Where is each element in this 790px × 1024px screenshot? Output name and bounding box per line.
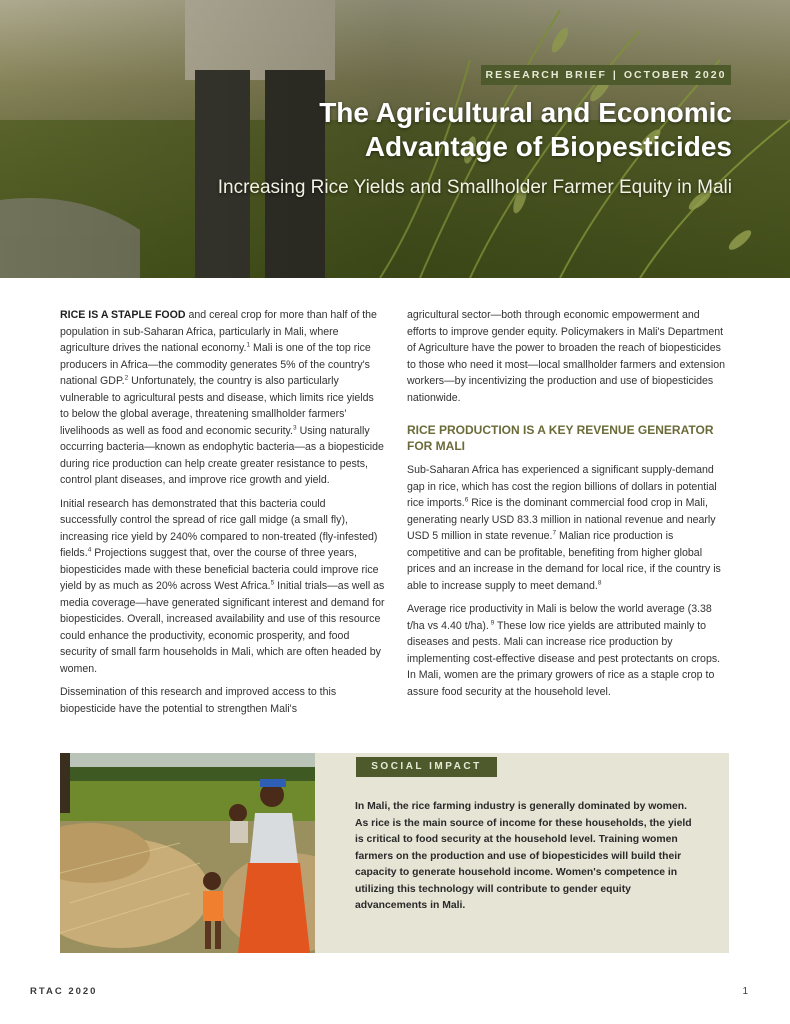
text-run: Using naturally occurring bacteria—known as endophytic bacteria—as a biopesticide during rice production can help create greater resistance to pests, control plant diseases, and improve rice growth and yield. — [60, 424, 384, 486]
page-title — [212, 96, 732, 164]
footer-org: RTAC 2020 — [30, 986, 98, 997]
footnote-ref: 8 — [597, 578, 602, 586]
lead-in: RICE IS A STAPLE FOOD — [60, 309, 186, 321]
text-run: Rice is the dominant commercial food crop in Mali, generating nearly USD 83.3 million in national revenue and nearly USD 5 million in state revenue. — [407, 497, 716, 542]
title-line-1: The Agricultural and Economic — [319, 97, 732, 128]
paragraph-dissemination: Dissemination of this research and improved access to this biopesticide have the potential to strengthen Mali's — [60, 686, 337, 715]
tag-separator: | — [612, 69, 618, 81]
paragraph-dissemination-cont: agricultural sector—both through economic empowerment and efforts to improve gender equity. Policymakers in Mali's Department of Agriculture have the power to broaden the reach of biopesticides to those who need it most—local smallholder farmers and extension workers—by incentivizing the production and use of biopesticides nationwide. — [407, 309, 725, 404]
research-brief-tag — [481, 65, 731, 85]
footnote-ref: 3 — [293, 423, 297, 431]
section-heading: RICE PRODUCTION IS A KEY REVENUE GENERATOR FOR MALI — [407, 423, 714, 453]
paragraph-supply — [407, 462, 729, 594]
footnote-ref: 5 — [270, 579, 275, 587]
text-run: Malian rice production is competitive and can be profitable, benefiting from higher global prices and an increase in the demand for local rice, if the country is able to increase supply to meet demand. — [407, 530, 721, 592]
footnote-ref: 1 — [246, 341, 251, 349]
text-run: and cereal crop for more than half of the population in sub-Saharan Africa, particularly in Mali, where agriculture drives the national economy. — [60, 309, 377, 354]
paragraph-intro — [60, 307, 385, 489]
text-run: Initial trials—as well as media coverage—have generated significant interest and demand for biopesticides. Overall, increased availability and use of this resource could enhance the productivity, economic prosperity, and food security of small farm households in Mali, which are often headed by women. — [60, 580, 385, 675]
text-run: Projections suggest that, over the course of three years, biopesticides made with these beneficial bacteria could improve rice yield by as much as 20% across West Africa. — [60, 547, 379, 592]
text-run: Unfortunately, the country is also particularly vulnerable to agricultural pests and disease, which limits rice yields to below the global average, threatening smallholder farmers' livelihoods as well as food and economic security. — [60, 375, 374, 437]
footnote-ref: 2 — [124, 374, 129, 382]
footnote-ref: 4 — [87, 546, 92, 554]
body-column-right — [407, 307, 729, 707]
title-line-2: Advantage of Biopesticides — [364, 131, 732, 162]
footnote-ref: 7 — [552, 529, 557, 537]
footnote-ref: 6 — [464, 496, 469, 504]
text-run: Average rice productivity in Mali is below the world average (3.38 t/ha vs 4.40 t/ha). — [407, 603, 712, 632]
page-number: 1 — [742, 986, 748, 997]
footnote-ref: 9 — [488, 618, 495, 626]
women-farmers-photo — [60, 753, 315, 953]
brief-date: OCTOBER 2020 — [623, 69, 727, 81]
social-impact-panel — [315, 753, 729, 953]
brief-label: RESEARCH BRIEF — [485, 69, 607, 81]
text-run: Sub-Saharan Africa has experienced a significant supply-demand gap in rice, which has cost the region billions of dollars in potential rice imports. — [407, 464, 717, 509]
paragraph-research — [60, 496, 385, 678]
paragraph-productivity — [407, 601, 729, 700]
social-impact-tag: SOCIAL IMPACT — [356, 757, 497, 777]
text-run: Mali is one of the top rice producers in Africa—the commodity generates 5% of the country's national GDP. — [60, 342, 371, 387]
photo-illustration — [60, 753, 315, 953]
text-run: These low rice yields are attributed mainly to diseases and pests. Mali can increase rice production by implementing cost-effective disease and pest protectants on crops. In Mali, women are the primary growers of rice as a staple crop to assure food security at the household level. — [407, 619, 721, 698]
body-column-left — [60, 307, 385, 724]
text-run: Initial research has demonstrated that this bacteria could successfully control the spread of rice gall midge (a small fly), increasing rice yield by 240% compared to non-treated (fly-infested) fields. — [60, 497, 378, 559]
page-subtitle: Increasing Rice Yields and Smallholder Farmer Equity in Mali — [217, 177, 732, 198]
social-impact-text: In Mali, the rice farming industry is generally dominated by women. As rice is the main source of income for these households, the yield is critical to food security at the household level. Training women farmers on the production and use of biopesticides will build their capacity to generate household income. Women's competence in utilizing this technology will contribute to gender equity advancements in Mali. — [355, 801, 692, 911]
hero-banner — [0, 0, 790, 278]
